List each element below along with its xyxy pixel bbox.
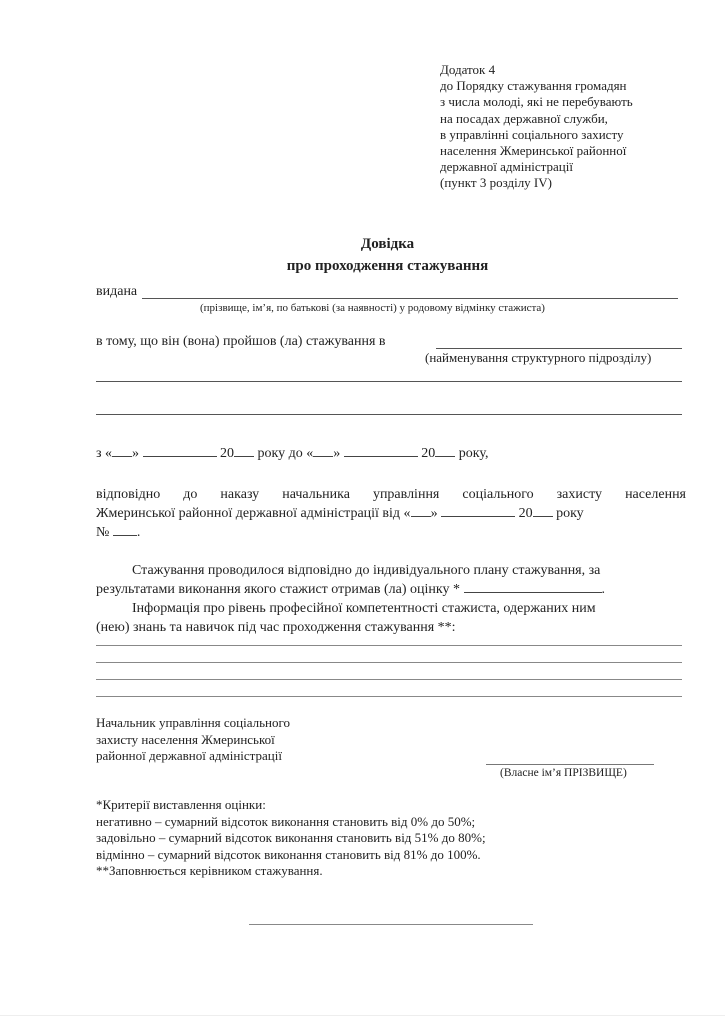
year-prefix: 20 (421, 446, 436, 461)
criteria-notes (96, 797, 486, 880)
quote-close: » (132, 446, 140, 461)
number-sign: № (96, 525, 110, 540)
end-day-field[interactable] (313, 444, 333, 457)
signature-name-field[interactable] (486, 764, 654, 765)
criteria-line: негативно – сумарний відсоток виконання становить від 0% до 50%; (96, 813, 476, 829)
criteria-line: задовільно – сумарний відсоток виконання становить від 51% до 80%; (96, 830, 486, 845)
period-line (96, 444, 488, 462)
number-end: . (136, 525, 141, 540)
issued-hint: (прізвище, ім’я, по батькові (за наявності) у родовому відмінку стажиста) (200, 302, 545, 314)
issued-label: видана (96, 284, 138, 299)
issued-name-field[interactable] (142, 298, 678, 299)
order-line-2 (96, 504, 686, 523)
start-month-field[interactable] (143, 444, 217, 457)
order-line-1: відповідно до наказу начальника управління соціального захисту населення (96, 487, 686, 502)
period-from: з « (96, 446, 113, 461)
position-line: районної державної адміністрації (96, 748, 282, 763)
criteria-line: відмінно – сумарний відсоток виконання становить від 81% до 100%. (96, 846, 481, 862)
order-year-word: року (556, 506, 584, 521)
page-edge (0, 1015, 725, 1016)
order-line-3 (96, 523, 686, 542)
order-text: Жмеринської районної державної адміністрації від « (96, 506, 411, 521)
order-day-field[interactable] (411, 504, 431, 517)
unit-field-line-2[interactable] (96, 381, 682, 382)
quote-close: » (333, 446, 341, 461)
competence-field-line-3[interactable] (96, 679, 682, 680)
signature-position (96, 715, 290, 765)
period-to: року до « (257, 446, 314, 461)
order-paragraph (96, 485, 686, 542)
grade-field[interactable] (464, 580, 602, 593)
competence-field-line-2[interactable] (96, 662, 682, 663)
year-prefix: 20 (518, 506, 533, 521)
competence-line-2: (нею) знань та навичок під час проходження стажування **: (96, 620, 456, 635)
annex-line: в управлінні соціального захисту (440, 126, 624, 142)
year-prefix: 20 (220, 446, 235, 461)
annex-line: до Порядку стажування громадян (440, 78, 627, 94)
bottom-divider (249, 924, 533, 925)
start-year-field[interactable] (234, 444, 254, 457)
annex-line: державної адміністрації (440, 159, 573, 175)
annex-line: Додаток 4 (440, 62, 496, 77)
signature-name-hint: (Власне ім’я ПРІЗВИЩЕ) (500, 767, 627, 779)
unit-field[interactable] (436, 348, 682, 349)
order-number-field[interactable] (113, 523, 137, 536)
unit-label: в тому, що він (вона) пройшов (ла) стажування в (96, 334, 386, 349)
unit-hint: (найменування структурного підрозділу) (425, 350, 652, 365)
annex-line: на посадах державної служби, (440, 110, 608, 126)
assessment-line-1: Стажування проводилося відповідно до індивідуального плану стажування, за (132, 563, 601, 578)
assessment-line-2 (96, 580, 686, 599)
order-year-field[interactable] (533, 504, 553, 517)
annex-header (440, 62, 633, 192)
order-month-field[interactable] (441, 504, 515, 517)
assessment-text: результатами виконання якого стажист отримав (ла) оцінку * (96, 582, 460, 597)
position-line: Начальник управління соціального (96, 715, 290, 730)
document-subtitle: про проходження стажування (286, 258, 489, 274)
position-line: захисту населення Жмеринської (96, 731, 275, 747)
criteria-line: *Критерії виставлення оцінки: (96, 797, 266, 812)
unit-field-line-3[interactable] (96, 414, 682, 415)
competence-field-line-1[interactable] (96, 645, 682, 646)
document-title: Довідка (360, 236, 415, 252)
quote-close: » (430, 506, 438, 521)
period-end: року, (458, 446, 489, 461)
criteria-line: **Заповнюється керівником стажування. (96, 863, 323, 878)
competence-line-1: Інформація про рівень професійної компетентності стажиста, одержаних ним (132, 601, 596, 616)
end-month-field[interactable] (344, 444, 418, 457)
end-year-field[interactable] (435, 444, 455, 457)
assessment-end: . (601, 582, 605, 597)
competence-field-line-4[interactable] (96, 696, 682, 697)
annex-line: населення Жмеринської районної (440, 143, 627, 159)
start-day-field[interactable] (112, 444, 132, 457)
annex-line: (пункт 3 розділу IV) (440, 175, 552, 191)
assessment-paragraph (96, 561, 686, 637)
annex-line: з числа молоді, які не перебувають (440, 94, 633, 110)
